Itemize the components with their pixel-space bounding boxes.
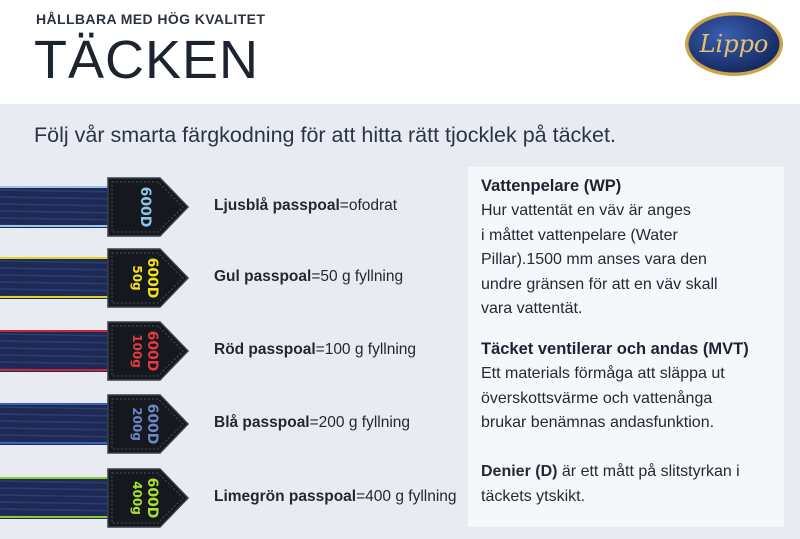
tag-text	[130, 331, 160, 372]
tag-text	[137, 187, 153, 228]
strap-with-tag	[0, 320, 210, 382]
color-row	[0, 320, 210, 382]
tag-weight-text: 100g	[130, 334, 144, 368]
tag-weight-text: 50g	[130, 265, 144, 291]
color-row	[0, 467, 210, 529]
color-row-label	[214, 341, 416, 359]
mvt-line: Ett materials förmåga att släppa ut	[481, 365, 725, 382]
wp-heading: Vattenpelare (WP)	[481, 177, 622, 195]
wp-line: undre gränsen för att en väv skall	[481, 275, 718, 293]
color-row	[0, 393, 210, 455]
mvt-heading: Täcket ventilerar och andas (MVT)	[481, 340, 749, 358]
tag-weight-text: 200g	[130, 407, 144, 441]
mvt-text	[481, 362, 781, 436]
color-row	[0, 247, 210, 309]
color-row-label	[214, 488, 457, 506]
piping-color-name: Gul passpoal	[214, 268, 312, 285]
color-row-label	[214, 268, 403, 286]
denier-desc: är ett mått på slitstyrkan i	[557, 463, 740, 480]
wp-line: i måttet vattenpelare (Water	[481, 226, 678, 244]
strap-with-tag	[0, 176, 210, 238]
wp-text	[481, 199, 781, 322]
piping-color-name: Limegrön passpoal	[214, 488, 357, 505]
tag-text	[130, 478, 160, 519]
wp-line: vara vattentät.	[481, 300, 583, 317]
filling-description: =200 g fyllning	[309, 414, 411, 431]
tag-denier-text: 600D	[144, 330, 160, 372]
denier-text	[481, 460, 781, 509]
filling-description: =100 g fyllning	[315, 341, 417, 358]
strap-with-tag	[0, 247, 210, 309]
tag-weight-text: 400g	[130, 481, 144, 515]
color-row-label	[214, 414, 410, 432]
tag-denier-text: 600D	[144, 257, 160, 299]
filling-description: =400 g fyllning	[356, 488, 457, 505]
piping-color-name: Ljusblå passpoal	[214, 197, 340, 214]
eyebrow-text: HÅLLBARA MED HÖG KVALITET	[36, 11, 266, 27]
page-title: TÄCKEN	[34, 30, 260, 90]
mvt-line: brukar benämnas andasfunktion.	[481, 414, 715, 431]
tag-denier-text: 600D	[144, 403, 160, 445]
tag-denier-text: 600D	[137, 186, 153, 228]
tag-denier-text: 600D	[144, 477, 160, 519]
piping-color-name: Röd passpoal	[214, 341, 316, 358]
strap-with-tag	[0, 467, 210, 529]
tag-text	[130, 404, 160, 445]
color-row	[0, 176, 210, 238]
wp-line: Hur vattentät en väv är anges	[481, 202, 691, 219]
header	[0, 0, 800, 104]
color-row-label	[214, 197, 397, 215]
logo-text: Lippo	[699, 30, 769, 58]
filling-description: =50 g fyllning	[311, 268, 404, 285]
lippo-logo	[683, 10, 785, 78]
intro-text: Följ vår smarta färgkodning för att hitta rätt tjocklek på täcket.	[34, 123, 616, 147]
denier-line: täckets ytskikt.	[481, 487, 586, 505]
denier-term: Denier (D)	[481, 463, 558, 480]
strap-with-tag	[0, 393, 210, 455]
filling-description: =ofodrat	[339, 197, 398, 214]
wp-line: Pillar).1500 mm anses vara den	[481, 251, 707, 268]
mvt-line: överskottsvärme och vattenånga	[481, 389, 713, 407]
piping-color-name: Blå passpoal	[214, 414, 310, 431]
